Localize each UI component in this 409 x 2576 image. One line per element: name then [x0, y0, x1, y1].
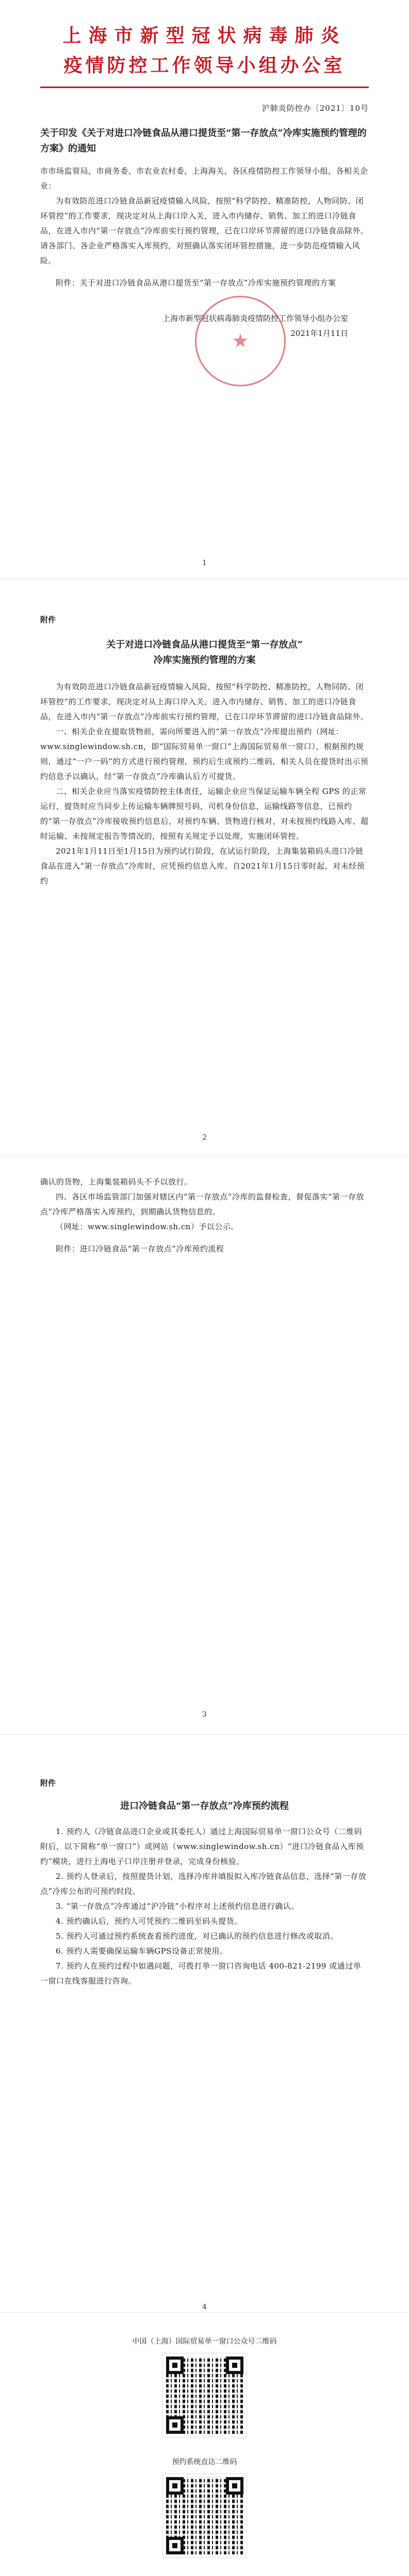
page-1: [0, 0, 409, 578]
wechat-qr-code[interactable]: [163, 2353, 247, 2437]
red-header-rule: [40, 87, 369, 88]
notice-title: 关于印发《关于对进口冷链食品从港口提货至“第一存放点”冷库实施预约管理的方案》的通知: [40, 128, 367, 154]
page-2: [0, 578, 409, 1156]
plan-paragraph: 2021年1月11日至1月15日为预约试行阶段，在试运行阶段，上海集装箱码头进口冷链食品在进入“第一存放点”冷库时，应凭预约信息入库。自2021年1月15日零时起，对未经预约: [40, 846, 365, 886]
plan-paragraph: 确认的货物，上海集装箱码头不予以放行。: [40, 1177, 192, 1187]
page-number-1: 1: [202, 559, 207, 567]
signature-org: 上海市新型冠状病毒肺炎疫情防控工作领导小组办公室: [162, 314, 348, 323]
process-step: 2. 预约人登录后，按照提货计划，选择冷库并填报拟入库冷链食品信息，选择“第一存放点”冷库公布的可预约时段。: [40, 1872, 367, 1896]
page-number-2: 2: [202, 1133, 207, 1142]
plan-paragraph: 二、相关企业应当落实疫情防控主体责任，运输企业应当保证运输车辆全程 GPS 的正常运行，提货时应当同步上传运输车辆牌照号码，司机身份信息，运输线路等信息，已预约的“第一存放点”冷库接收预约信息后，对预约车辆、货物进行核对，对未按预约线路入库、超时运输、未按规定报告等情况的，按照有关规定予以处理，实施闭环管控。: [40, 787, 369, 841]
page-5: [0, 2312, 409, 2576]
plan-paragraph: 为有效防范进口冷链食品新冠疫情输入风险，按照“科学防控、精准防控，人物同防、闭环管控”的工作要求，现决定对从上海口岸入关，进入市内储存、销售、加工的进口冷链食品，在进入市内“第一存放点”冷库前实行预约管理，已在口岸环节滞留的进口冷链食品除外。: [40, 682, 369, 721]
page-4: [0, 1734, 409, 2312]
signature-date: 2021年1月11日: [290, 329, 348, 338]
page-number-4: 4: [202, 2303, 207, 2311]
notice-attachment: 附件：关于对进口冷链食品从港口提货至“第一存放点”冷库实施预约管理的方案: [56, 278, 336, 287]
attachment-label: 附件: [40, 1778, 56, 1788]
issuer-title-line2: 疫情防控工作领导小组办公室: [63, 55, 346, 76]
page-3: [0, 1156, 409, 1734]
document-number: 沪肺炎防控办〔2021〕10号: [261, 104, 369, 113]
plan-paragraph: 一、相关企业在提取货物前，需向所要进入的“第一存放点”冷库提出预约（网址：www.singlewindow.sh.cn，即“国际贸易单一窗口”上海国际贸易单一窗口），根据预约规则，通过“一户一码”的方式进行预约管理，预约后生成预约二维码，相关人员在提货时出示预约信息予以确认，经“第一存放点”冷库确认后方可提货。: [40, 727, 369, 781]
process-step: 7. 预约人在预约过程中如遇问题，可拨打单一窗口咨询电话 400-821-2199 或通过单一窗口在线客服进行咨询。: [40, 1961, 362, 1986]
qr2-caption: 预约系统直达二维码: [172, 2458, 237, 2466]
process-step: 4. 预约确认后，预约人可凭预约二维码至码头提货。: [56, 1917, 242, 1926]
notice-salutation: 市市场监管局，市商务委、市农业农村委，上海海关，各区疫情防控工作领导小组，各相关企业：: [40, 166, 368, 191]
process-title: 进口冷链食品“第一存放点”冷库预约流程: [120, 1801, 289, 1811]
plan-paragraph: 四、各区市场监管部门加强对辖区内“第一存放点”冷库的监督检查，督促落实“第一存放点”冷库严格落实入库预约，到期确认货物信息的。: [40, 1192, 365, 1216]
process-step: 6. 预约人需要确保运输车辆GPS设备正常使用。: [56, 1946, 228, 1956]
issuer-title-line1: 上海市新型冠状病毒肺炎: [62, 25, 347, 46]
plan-paragraph: （网址：www.singlewindow.sh.cn）予以公示。: [56, 1222, 239, 1231]
notice-body: 为有效防范进口冷链食品新冠疫情输入风险，按照“科学防控、精准防控，人物同防、闭环管控”的工作要求，现决定对从上海口岸入关，进入市内储存、销售、加工的进口冷链食品，在进入市内“第一存放点”冷库前实行预约管理，已在口岸环节滞留的进口冷链食品除外。请各部门、各企业严格落实入库预约，对照确认落实闭环管控措施，进一步防范疫情输入风险。: [40, 196, 369, 265]
official-seal-stamp: [195, 296, 286, 386]
process-step: 5. 预约人可通过预约系统查看预约进度，对已确认的预约信息进行修改或取消。: [56, 1931, 338, 1941]
plan-attachment-note: 附件：进口冷链食品“第一存放点”冷库预约流程: [56, 1244, 224, 1253]
booking-system-qr-code[interactable]: [163, 2474, 247, 2557]
plan-title-line2: 冷库实施预约管理的方案: [153, 655, 256, 666]
plan-title-line1: 关于对进口冷链食品从港口提货至“第一存放点”: [106, 639, 303, 650]
process-step: 1. 预约人（冷链食品进口企业或其委托人）通过上海国际贸易单一窗口公众号（二维码附后，以下简称“单一窗口”）或网站（www.singlewindow.sh.cn）“进口冷链食品入库预约”模块，进行上海电子口岸注册并登录，完成身份核验。: [40, 1827, 364, 1866]
qr1-caption: 中国（上海）国际贸易单一窗口公众号二维码: [132, 2337, 277, 2346]
attachment-label: 附件: [40, 615, 56, 624]
process-step: 3. “第一存放点”冷库通过“沪冷链”小程序对上述预约信息进行确认。: [56, 1902, 299, 1911]
page-number-3: 3: [202, 1710, 207, 1719]
